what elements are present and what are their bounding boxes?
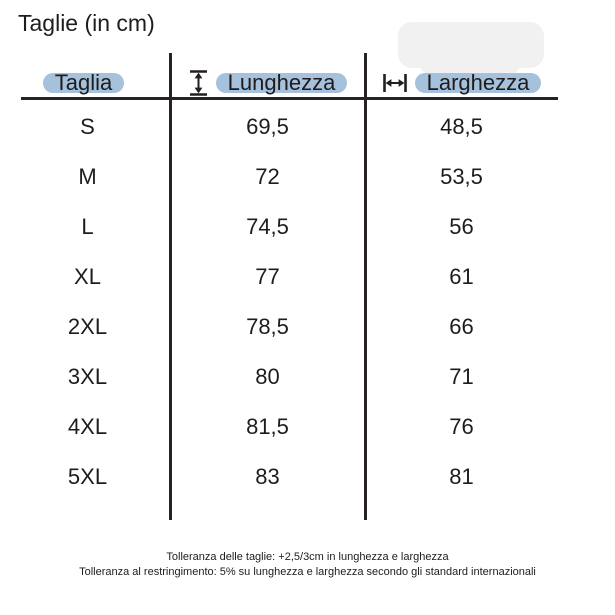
table-row xyxy=(21,402,558,452)
horizontal-measure-arrow-icon xyxy=(382,72,408,94)
table-header-row xyxy=(21,70,558,96)
width-value: 48,5 xyxy=(440,114,483,139)
length-value: 77 xyxy=(255,264,280,289)
taglia-header-highlight: Taglia xyxy=(43,73,124,93)
length-value: 74,5 xyxy=(246,214,289,239)
width-value: 56 xyxy=(449,214,474,239)
header-underline xyxy=(21,97,558,100)
width-value: 66 xyxy=(449,314,474,339)
header-cell-lunghezza xyxy=(170,70,365,96)
size-label: 5XL xyxy=(67,464,108,489)
size-label: M xyxy=(78,164,97,189)
size-label: 3XL xyxy=(67,364,108,389)
tolerance-notes xyxy=(0,550,615,580)
table-row xyxy=(21,152,558,202)
length-value: 72 xyxy=(255,164,280,189)
width-value: 53,5 xyxy=(440,164,483,189)
header-cell-taglia xyxy=(21,70,170,96)
table-row xyxy=(21,452,558,502)
table-row xyxy=(21,202,558,252)
length-value: 81,5 xyxy=(246,414,289,439)
width-value: 81 xyxy=(449,464,474,489)
faded-watermark-inner xyxy=(420,40,520,74)
width-value: 76 xyxy=(449,414,474,439)
size-label: 4XL xyxy=(67,414,108,439)
table-body xyxy=(21,102,558,502)
table-row xyxy=(21,102,558,152)
tolerance-note-line1: Tolleranza delle taglie: +2,5/3cm in lunghezza e larghezza xyxy=(166,551,449,563)
page-title: Taglie (in cm) xyxy=(18,10,155,36)
size-label: L xyxy=(81,214,94,239)
size-label: 2XL xyxy=(67,314,108,339)
size-label: S xyxy=(80,114,95,139)
vertical-measure-arrow-icon xyxy=(188,69,209,97)
header-cell-larghezza xyxy=(365,70,558,96)
table-row xyxy=(21,352,558,402)
width-value: 61 xyxy=(449,264,474,289)
lunghezza-header-highlight: Lunghezza xyxy=(216,73,348,93)
tolerance-note-line2: Tolleranza al restringimento: 5% su lunghezza e larghezza secondo gli standard internazionali xyxy=(79,566,536,578)
larghezza-header-highlight: Larghezza xyxy=(415,73,542,93)
size-label: XL xyxy=(74,264,101,289)
length-value: 80 xyxy=(255,364,280,389)
table-row xyxy=(21,302,558,352)
length-value: 78,5 xyxy=(246,314,289,339)
width-value: 71 xyxy=(449,364,474,389)
length-value: 69,5 xyxy=(246,114,289,139)
length-value: 83 xyxy=(255,464,280,489)
table-row xyxy=(21,252,558,302)
